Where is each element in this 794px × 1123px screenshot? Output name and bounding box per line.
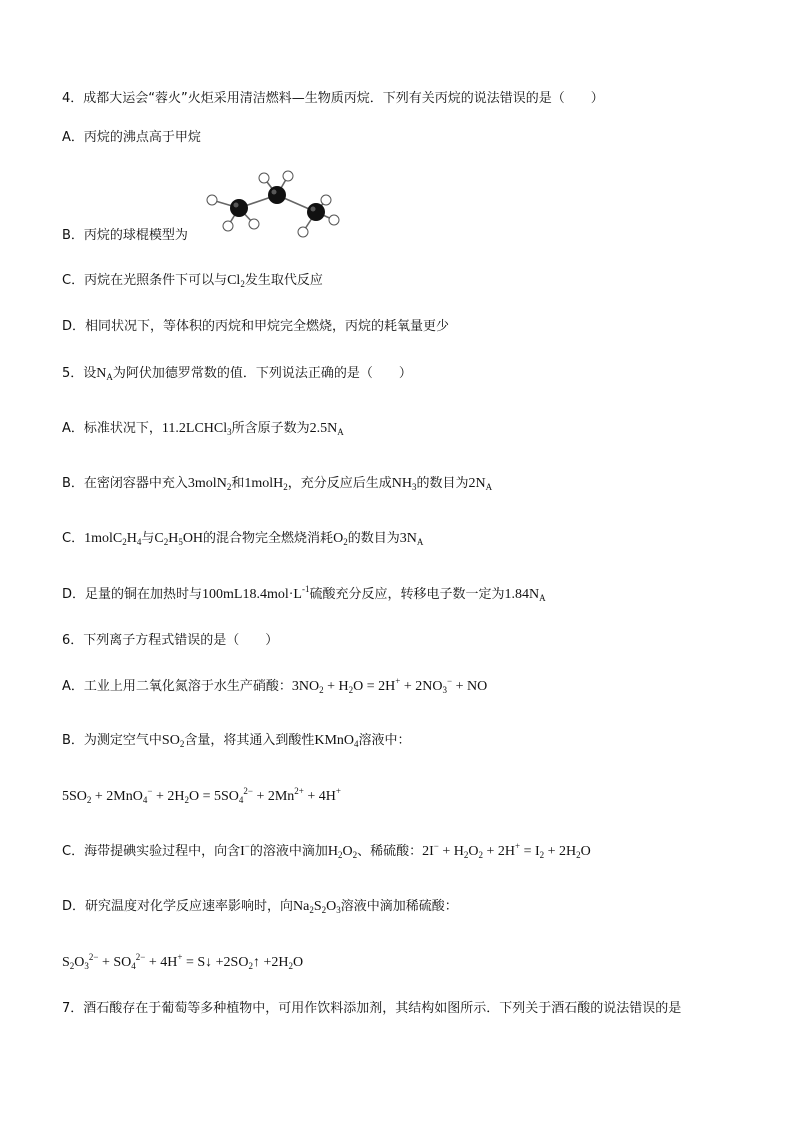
q4-stem: 4．成都大运会“蓉火”火炬采用清洁燃料—生物质丙烷．下列有关丙烷的说法错误的是（ ） xyxy=(62,91,604,106)
q5-option-b: B．在密闭容器中充入3molN$_2$和1molH$_2$，充分反应后生成$NH_3$的数目为$2N_A$ xyxy=(62,476,493,492)
q6-option-a: A．工业上用二氧化氮溶于水生产硝酸：$3NO_2 + H_2O = 2H^+ + 2NO_3^-$ + NO xyxy=(62,676,488,695)
q4-option-d: D．相同状况下，等体积的丙烷和甲烷完全燃烧，丙烷的耗氧量更少 xyxy=(62,319,450,334)
q5-option-a: A．标准状况下，11.2LCHCl$_3$所含原子数为$2.5N_A$ xyxy=(62,421,344,437)
q6-option-c: C．海带提碘实验过程中，向含I−的溶液中滴加$H_2O_2$、稀硫酸：$2I^- + H_2O_2 + 2H^+ = I_2 + 2H_2O$ xyxy=(62,841,591,860)
q6-option-d-equation: $S_2O_3^{2-} + SO_4^{2-} + 4H^+$ = S↓ $+2SO_2↑ +2H_2O$ xyxy=(62,952,304,971)
q4-option-c: C．丙烷在光照条件下可以与$Cl_2$发生取代反应 xyxy=(62,273,323,289)
propane-ball-stick-model xyxy=(200,168,340,240)
q4-option-b: B．丙烷的球棍模型为 xyxy=(62,228,188,243)
q7-stem: 7．酒石酸存在于葡萄等多种植物中，可用作饮料添加剂，其结构如图所示．下列关于酒石酸的说法错误的是 xyxy=(62,1001,682,1016)
q6-option-b-equation: $5SO_2 + 2MnO_4^- + 2H_2O = 5SO_4^{2-} + 2Mn^{2+} + 4H^+$ xyxy=(62,786,341,805)
q6-stem: 6．下列离子方程式错误的是（ ） xyxy=(62,633,279,648)
q4-option-a: A．丙烷的沸点高于甲烷 xyxy=(62,130,201,145)
q5-option-c: C．$1molC_2H_4$与$C_2H_5OH$的混合物完全燃烧消耗$O_2$的数目为$3N_A$ xyxy=(62,531,424,547)
q5-option-d: D．足量的铜在加热时与$100mL18.4mol\cdot L^{-1}$硫酸充分反应，转移电子数一定为$1.84N_A$ xyxy=(62,584,546,603)
q5-stem: 5．设$N_A$为阿伏加德罗常数的值．下列说法正确的是（ ） xyxy=(62,366,412,382)
q6-option-b: B．为测定空气中$SO_2$含量，将其通入到酸性KMnO$_4$溶液中： xyxy=(62,733,411,749)
q6-option-d: D．研究温度对化学反应速率影响时，向$Na_2S_2O_3$溶液中滴加稀硫酸： xyxy=(62,899,458,915)
